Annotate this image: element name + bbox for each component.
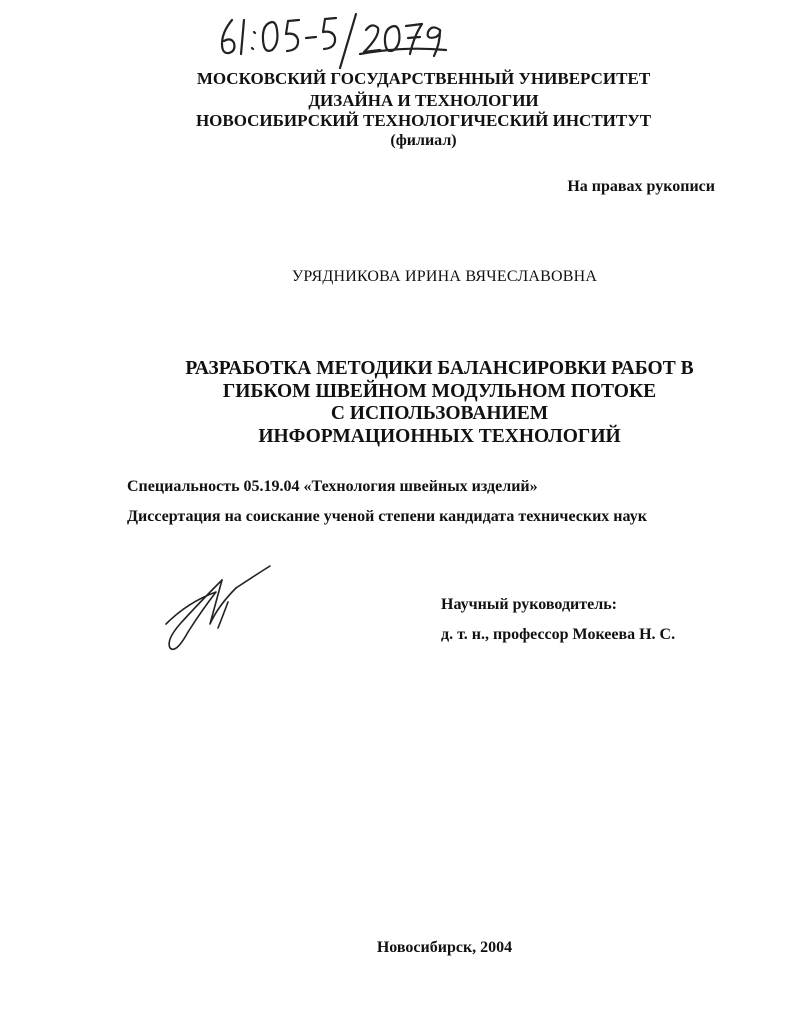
- author-name: УРЯДНИКОВА ИРИНА ВЯЧЕСЛАВОВНА: [291, 268, 598, 285]
- title-line-3: С ИСПОЛЬЗОВАНИЕМ: [330, 403, 549, 424]
- specialty: Специальность 05.19.04 «Технология швейных изделий»: [127, 478, 538, 495]
- supervisor-name: д. т. н., профессор Мокеева Н. С.: [441, 626, 676, 643]
- city-year: Новосибирск, 2004: [376, 939, 513, 956]
- handwritten-archive-code: [214, 10, 454, 72]
- institution-line-1: МОСКОВСКИЙ ГОСУДАРСТВЕННЫЙ УНИВЕРСИТЕТ: [196, 69, 651, 88]
- institution-line-4: (филиал): [390, 132, 457, 149]
- dissertation-degree: Диссертация на соискание ученой степени кандидата технических наук: [127, 508, 647, 525]
- title-line-1: РАЗРАБОТКА МЕТОДИКИ БАЛАНСИРОВКИ РАБОТ В: [185, 358, 694, 379]
- author-signature: [158, 562, 278, 658]
- manuscript-rights: На правах рукописи: [567, 178, 715, 195]
- title-line-4: ИНФОРМАЦИОННЫХ ТЕХНОЛОГИЙ: [258, 426, 621, 447]
- institution-line-2: ДИЗАЙНА И ТЕХНОЛОГИИ: [308, 91, 539, 110]
- signature-drawing: [158, 562, 278, 658]
- supervisor-label: Научный руководитель:: [441, 596, 617, 613]
- handwritten-code-drawing: [214, 10, 454, 72]
- title-line-2: ГИБКОМ ШВЕЙНОМ МОДУЛЬНОМ ПОТОКЕ: [222, 381, 657, 402]
- institution-line-3: НОВОСИБИРСКИЙ ТЕХНОЛОГИЧЕСКИЙ ИНСТИТУТ: [195, 111, 652, 130]
